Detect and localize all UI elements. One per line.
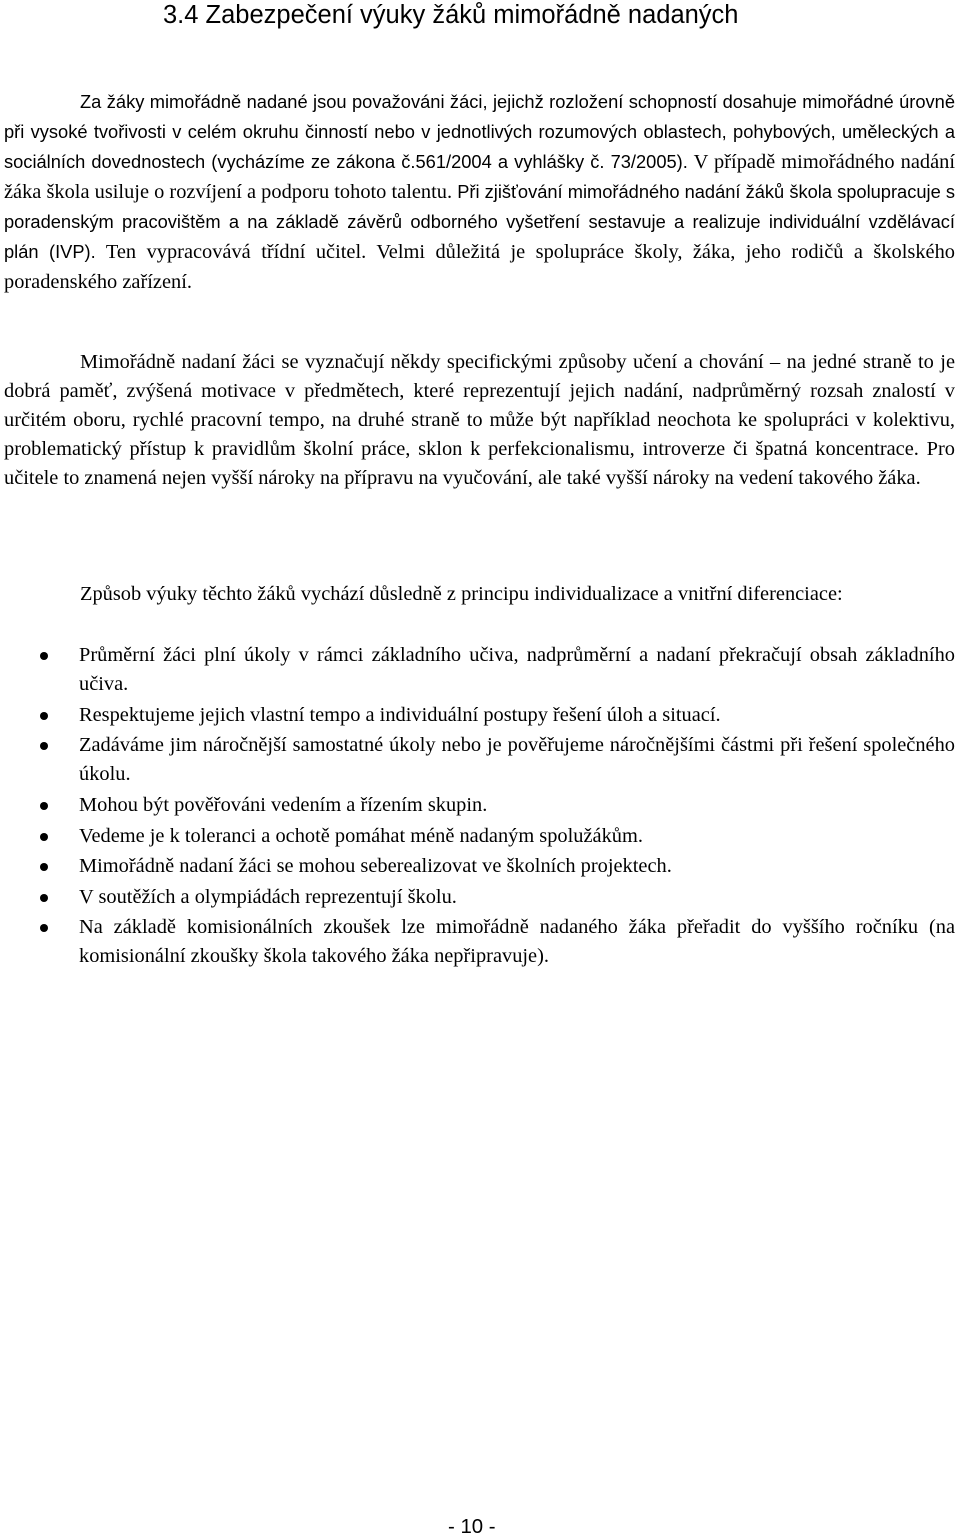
list-item-text: V soutěžích a olympiádách reprezentují školu. — [79, 885, 457, 908]
teaching-measures-list — [4, 641, 955, 973]
list-item-text: Na základě komisionálních zkoušek lze mimořádně nadaného žáka přeřadit do vyššího ročníku (na komisionální zkoušky škola takového žáka nepřipravuje). — [79, 916, 955, 968]
list-item-text: Respektujeme jejich vlastní tempo a individuální postupy řešení úloh a situací. — [79, 703, 721, 726]
list-item-text: Vedeme je k toleranci a ochotě pomáhat méně nadaným spolužákům. — [79, 824, 643, 847]
paragraph-3-text: Způsob výuky těchto žáků vychází důsledně z principu individualizace a vnitřní diferenciace: — [80, 583, 843, 605]
bullet-icon — [40, 802, 48, 810]
paragraph-1-part-3: Při zjišťování mimořádného nadání žáků škola spolupracuje s poradenským pracovištěm a na základě závěrů odborného vyšetření sestavuje a realizuje individuální vzdělávací plán (IVP). — [4, 181, 956, 263]
paragraph-teaching-method — [4, 580, 955, 609]
list-item — [4, 791, 955, 820]
page-number: - 10 - — [448, 1516, 496, 1538]
list-item-text: Zadáváme jim náročnější samostatné úkoly nebo je pověřujeme náročnějšími částmi při řešení společného úkolu. — [79, 734, 955, 786]
paragraph-gifted-definition — [4, 87, 955, 297]
bullet-icon — [40, 742, 48, 750]
bullet-icon — [40, 652, 48, 660]
bullet-icon — [40, 924, 48, 932]
list-item-text: Průměrní žáci plní úkoly v rámci základního učiva, nadprůměrní a nadaní překračují obsah základního učiva. — [79, 644, 955, 696]
list-item — [4, 852, 955, 881]
paragraph-1-part-4: Ten vypracovává třídní učitel. Velmi důležitá je spolupráce školy, žáka, jeho rodičů a školského poradenského zařízení. — [4, 241, 955, 293]
list-item — [4, 731, 955, 789]
list-item-text: Mimořádně nadaní žáci se mohou seberealizovat ve školních projektech. — [79, 855, 672, 878]
paragraph-1-part-1: Za žáky mimořádně nadané jsou považováni žáci, jejichž rozložení schopností dosahuje mimořádné úrovně při vysoké tvořivosti v celém okruhu činností nebo v jednotlivých rozumových oblastech, pohybových, uměleckých a sociálních dovednostech (vycházíme ze zákona č.561/2004 a vyhlášky č. 73/2005). — [4, 91, 955, 173]
paragraph-1-part-2: V případě mimořádného nadání žáka škola usiluje o rozvíjení a podporu tohoto talentu. — [4, 151, 955, 204]
list-item — [4, 883, 955, 912]
list-item — [4, 822, 955, 851]
bullet-icon — [40, 863, 48, 871]
paragraph-2-text: Mimořádně nadaní žáci se vyznačují někdy specifickými způsoby učení a chování – na jedné straně to je dobrá paměť, zvýšená motivace v předmětech, které reprezentují jejich nadání, nadprůměrný rozsah znalostí v určitém oboru, rychlé pracovní tempo, na druhé straně to může být například neochota ke spolupráci v kolektivu, problematický přístup k pravidlům školní práce, sklon k perfekcionalismu, introverze či špatná koncentrace. Pro učitele to znamená nejen vyšší nároky na přípravu na vyučování, ale také vyšší nároky na vedení takového žáka. — [4, 351, 955, 490]
bullet-icon — [40, 712, 48, 720]
bullet-icon — [40, 833, 48, 841]
list-item — [4, 913, 955, 971]
bullet-icon — [40, 894, 48, 902]
section-heading: 3.4 Zabezpečení výuky žáků mimořádně nadaných — [163, 1, 739, 29]
list-item-text: Mohou být pověřováni vedením a řízením skupin. — [79, 793, 488, 816]
list-item — [4, 701, 955, 730]
list-item — [4, 641, 955, 699]
paragraph-characteristics — [4, 348, 955, 493]
